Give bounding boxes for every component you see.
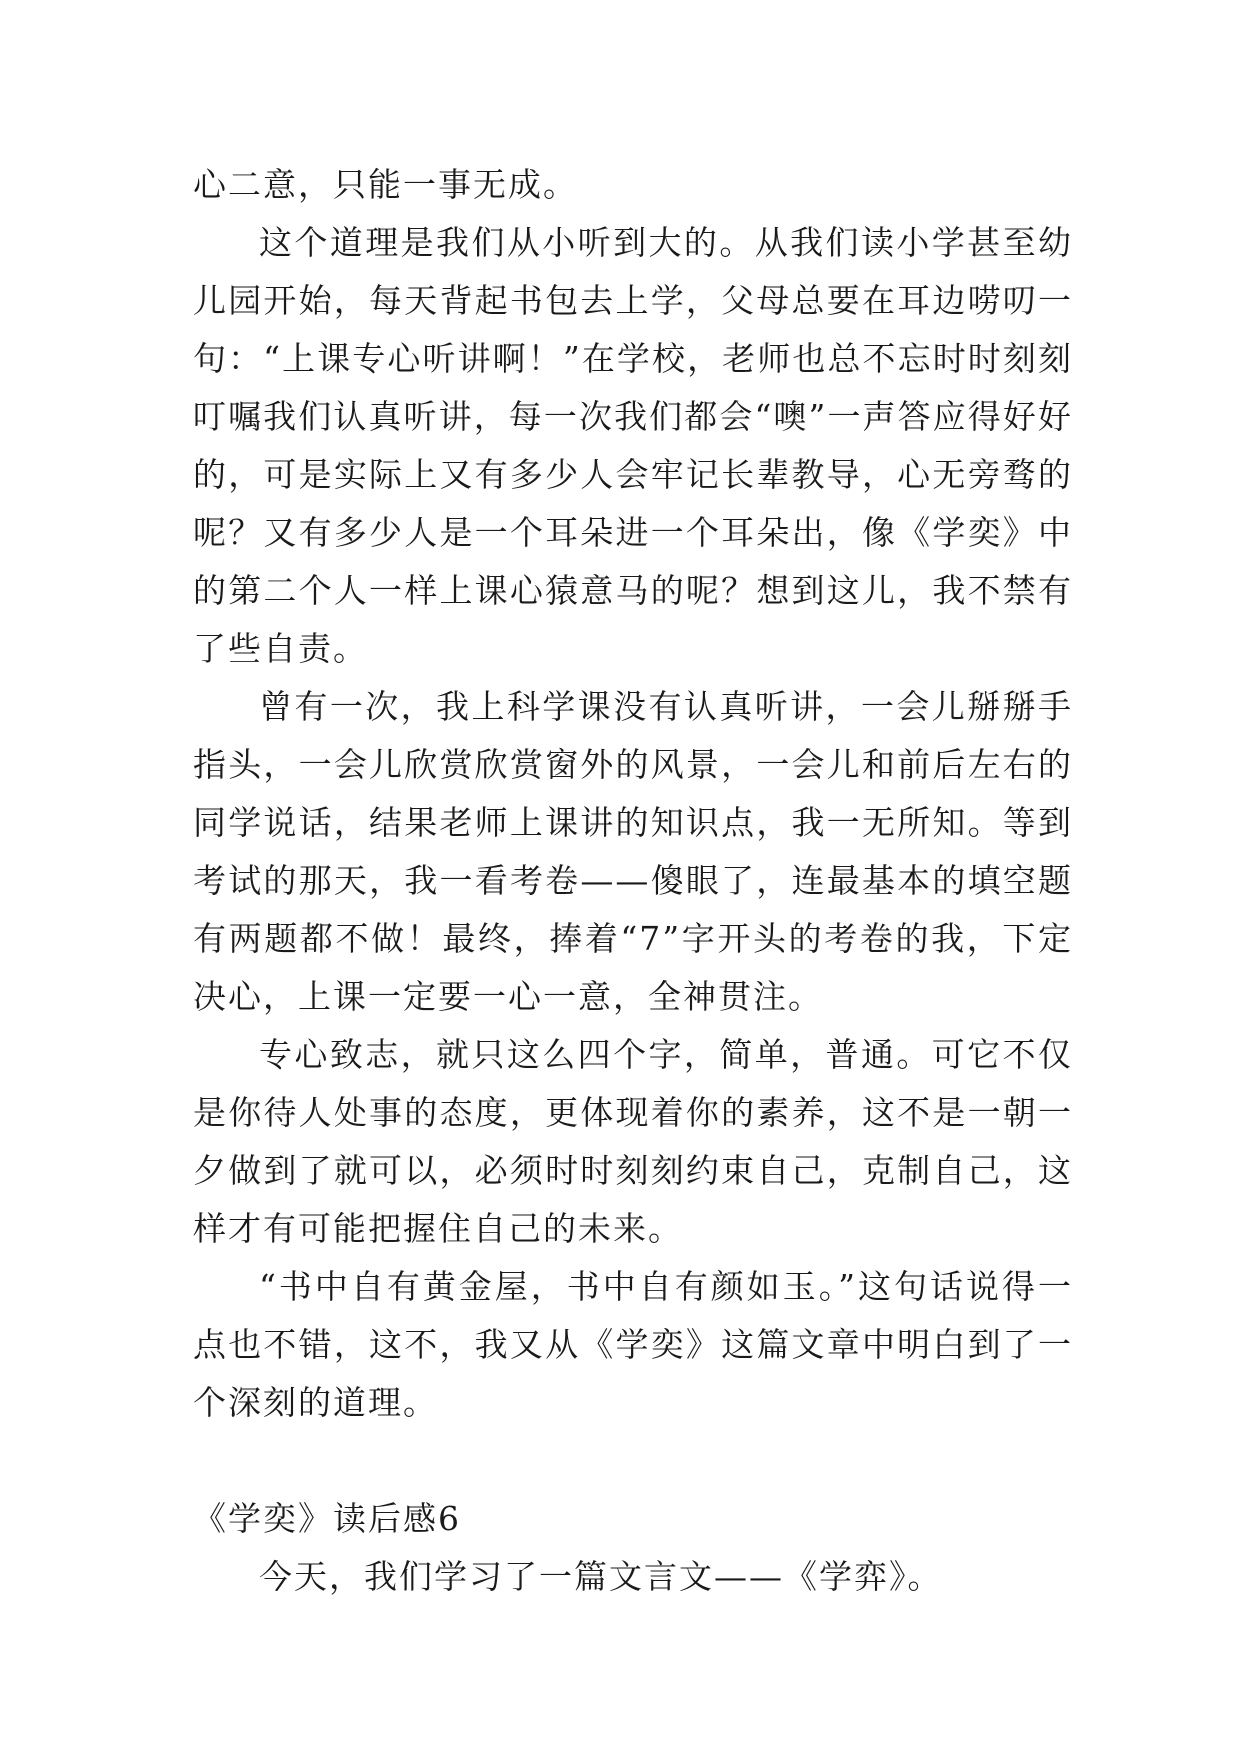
section-spacer [193, 1432, 1073, 1490]
paragraph-science-class: 曾有一次，我上科学课没有认真听讲，一会儿掰掰手指头，一会儿欣赏欣赏窗外的风景，一会儿和前后左右的同学说话，结果老师上课讲的知识点，我一无所知。等到考试的那天，我一看考卷——傻眼了，连最基本的填空题有两题都不做！最终，捧着“7”字开头的考卷的我，下定决心，上课一定要一心一意，全神贯注。 [193, 687, 1073, 1016]
paragraph-continuation: 心二意，只能一事无成。 [193, 165, 578, 204]
paragraph-concentration: 专心致志，就只这么四个字，简单，普通。可它不仅是你待人处事的态度，更体现着你的素养，这不是一朝一夕做到了就可以，必须时时刻刻约束自己，克制自己，这样才有可能把握住自己的未来。 [193, 1035, 1073, 1248]
section-heading: 《学奕》读后感6 [193, 1499, 461, 1538]
paragraph-childhood-reminders: 这个道理是我们从小听到大的。从我们读小学甚至幼儿园开始，每天背起书包去上学，父母总要在耳边唠叨一句：“上课专心听讲啊！”在学校，老师也总不忘时时刻刻叮嘱我们认真听讲，每一次我们都会“噢”一声答应得好好的，可是实际上又有多少人会牢记长辈教导，心无旁骛的呢？又有多少人是一个耳朵进一个耳朵出，像《学奕》中的第二个人一样上课心猿意马的呢？想到这儿，我不禁有了些自责。 [193, 223, 1073, 668]
paragraph-intro: 今天，我们学习了一篇文言文——《学弈》。 [259, 1557, 943, 1596]
document-body [193, 156, 1073, 1606]
paragraph-quote-conclusion: “书中自有黄金屋，书中自有颜如玉。”这句话说得一点也不错，这不，我又从《学奕》这篇文章中明白到了一个深刻的道理。 [193, 1267, 1073, 1422]
